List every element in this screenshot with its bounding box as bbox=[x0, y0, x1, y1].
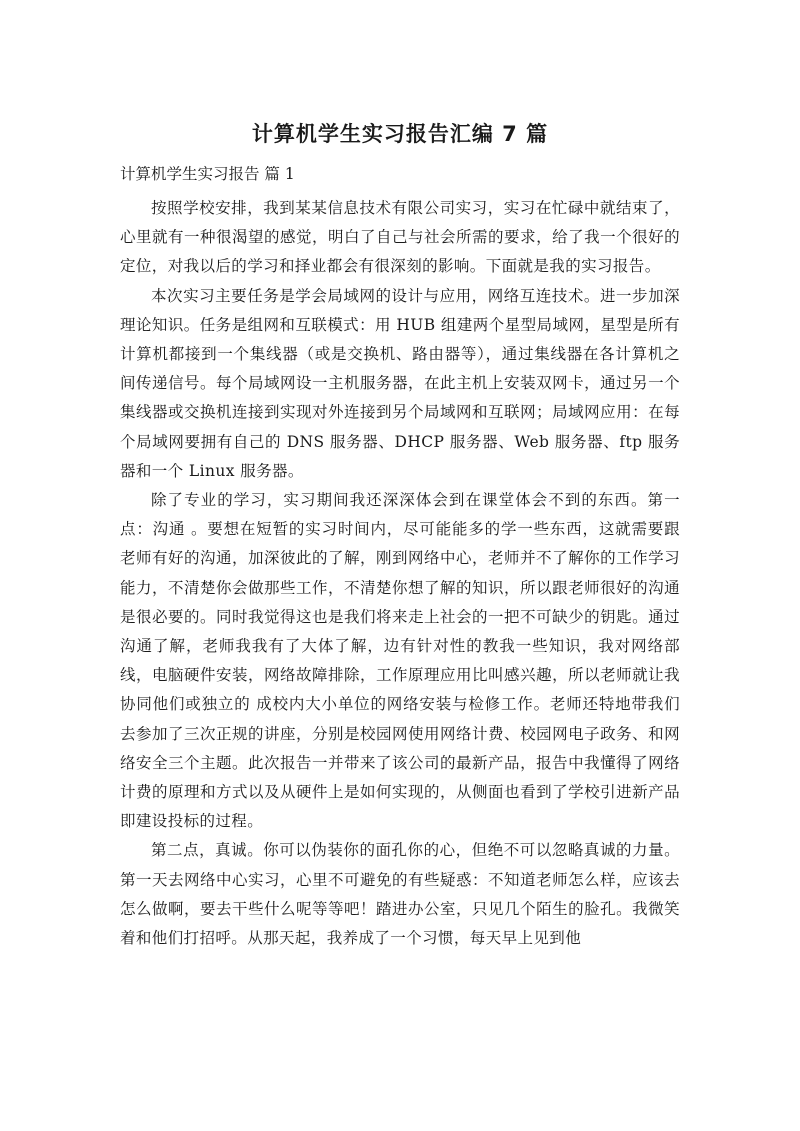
document-body bbox=[120, 194, 680, 953]
paragraph-3: 除了专业的学习，实习期间我还深深体会到在课堂体会不到的东西。第一点：沟通 。要想在短暂的实习时间内，尽可能能多的学一些东西，这就需要跟老师有好的沟通，加深彼此的了解，刚到网络中心，老师并不了解你的工作学习能力，不清楚你会做那些工作，不清楚你想了解的知识，所以跟老师很好的沟通是很必要的。同时我觉得这也是我们将来走上社会的一把不可缺少的钥匙。通过沟通了解，老师我我有了大体了解，边有针对性的教我一些知识，我对网络部线，电脑硬件安装，网络故障排除，工作原理应用比叫感兴趣，所以老师就让我协同他们或独立的 成校内大小单位的网络安装与检修工作。老师还特地带我们去参加了三次正规的讲座，分别是校园网使用网络计费、校园网电子政务、和网络安全三个主题。此次报告一并带来了该公司的最新产品，报告中我懂得了网络计费的原理和方式以及从硬件上是如何实现的，从侧面也看到了学校引进新产品即建设投标的过程。 bbox=[120, 491, 680, 831]
paragraph-4: 第二点，真诚。你可以伪装你的面孔你的心，但绝不可以忽略真诚的力量。第一天去网络中心实习，心里不可避免的有些疑惑：不知道老师怎么样，应该去怎么做啊，要去干些什么呢等等吧！踏进办公室，只见几个陌生的脸孔。我微笑着和他们打招呼。从那天起，我养成了一个习惯，每天早上见到他 bbox=[120, 841, 680, 948]
paragraph-1: 按照学校安排，我到某某信息技术有限公司实习，实习在忙碌中就结束了，心里就有一种很渴望的感觉，明白了自己与社会所需的要求，给了我一个很好的定位，对我以后的学习和择业都会有很深刻的影响。下面就是我的实习报告。 bbox=[120, 199, 680, 276]
document-title: 计算机学生实习报告汇编 7 篇 bbox=[251, 122, 549, 146]
paragraph-2: 本次实习主要任务是学会局域网的设计与应用，网络互连技术。进一步加深理论知识。任务是组网和互联模式：用 HUB 组建两个星型局域网，星型是所有计算机都接到一个集线器（或是交换机、路由器等），通过集线器在各计算机之间传递信号。每个局域网设一主机服务器，在此主机上安装双网卡，通过另一个集线器或交换机连接到实现对外连接到另个局域网和互联网；局域网应用：在每个局域网要拥有自己的 DNS 服务器、DHCP 服务器、Web 服务器、ftp 服务器和一个 Linux 服务器。 bbox=[120, 286, 680, 480]
section-heading: 计算机学生实习报告 篇 1 bbox=[120, 165, 295, 183]
